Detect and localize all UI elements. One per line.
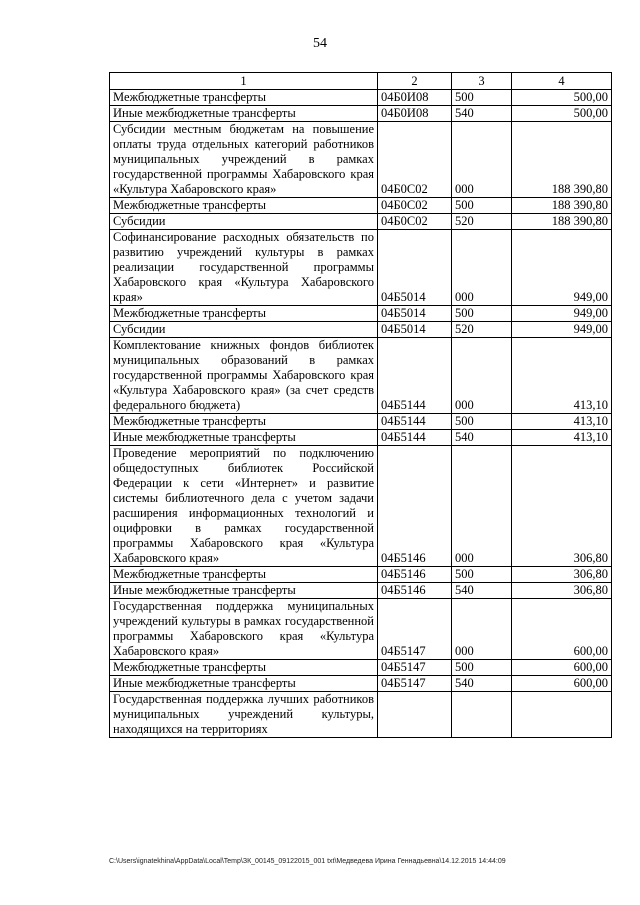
page-number: 54 [313,36,327,51]
row-target-code: 04Б5014 [378,322,452,338]
table-row [110,90,612,106]
table-row [110,106,612,122]
row-target-code: 04Б5144 [378,338,452,414]
table-row [110,660,612,676]
row-amount: 500,00 [512,106,612,122]
row-expense-type: 520 [452,214,512,230]
row-expense-type: 540 [452,676,512,692]
row-expense-type: 500 [452,306,512,322]
row-description: Комплектование книжных фондов библиотек муниципальных образований в рамках государственной программы Хабаровского края «Культура Хабаровского края» (за счет средств федерального бюджета) [110,338,378,414]
row-amount: 600,00 [512,676,612,692]
table-header-row [110,73,612,90]
row-amount: 949,00 [512,322,612,338]
row-amount: 413,10 [512,430,612,446]
row-target-code: 04Б5014 [378,306,452,322]
row-expense-type: 540 [452,583,512,599]
row-amount: 188 390,80 [512,214,612,230]
row-expense-type: 500 [452,567,512,583]
table-row [110,583,612,599]
table-row [110,676,612,692]
row-description: Межбюджетные трансферты [110,198,378,214]
table-row [110,599,612,660]
row-amount: 949,00 [512,306,612,322]
row-description: Межбюджетные трансферты [110,660,378,676]
row-amount: 500,00 [512,90,612,106]
table-row [110,198,612,214]
row-expense-type: 000 [452,599,512,660]
table-row [110,230,612,306]
row-description: Субсидии местным бюджетам на повышение оплаты труда отдельных категорий работников муниципальных учреждений в рамках государственной программы Хабаровского края «Культура Хабаровского края» [110,122,378,198]
row-amount: 600,00 [512,599,612,660]
row-amount: 188 390,80 [512,122,612,198]
row-amount [512,692,612,738]
row-target-code: 04Б0И08 [378,106,452,122]
row-target-code: 04Б0С02 [378,122,452,198]
row-amount: 306,80 [512,446,612,567]
row-description: Межбюджетные трансферты [110,90,378,106]
row-target-code: 04Б0С02 [378,214,452,230]
table-row [110,692,612,738]
table-row [110,430,612,446]
row-expense-type: 540 [452,430,512,446]
row-expense-type: 520 [452,322,512,338]
header-col-2: 2 [378,73,452,90]
row-expense-type: 500 [452,90,512,106]
row-description: Субсидии [110,322,378,338]
row-target-code: 04Б5146 [378,583,452,599]
row-expense-type: 500 [452,414,512,430]
row-target-code: 04Б0С02 [378,198,452,214]
row-description: Иные межбюджетные трансферты [110,430,378,446]
table-row [110,446,612,567]
row-description: Межбюджетные трансферты [110,306,378,322]
row-expense-type: 500 [452,198,512,214]
table-row [110,414,612,430]
row-target-code: 04Б5147 [378,676,452,692]
row-description: Межбюджетные трансферты [110,414,378,430]
row-amount: 306,80 [512,567,612,583]
row-description: Иные межбюджетные трансферты [110,676,378,692]
table-row [110,322,612,338]
row-amount: 600,00 [512,660,612,676]
row-expense-type: 000 [452,446,512,567]
table-row [110,214,612,230]
row-description: Государственная поддержка лучших работников муниципальных учреждений культуры, находящихся на территориях [110,692,378,738]
row-description: Софинансирование расходных обязательств по развитию учреждений культуры в рамках реализации государственной программы Хабаровского края «Культура Хабаровского края» [110,230,378,306]
row-target-code: 04Б5147 [378,660,452,676]
budget-table [109,72,612,738]
row-amount: 413,10 [512,414,612,430]
row-target-code: 04Б5147 [378,599,452,660]
header-col-3: 3 [452,73,512,90]
row-target-code: 04Б0И08 [378,90,452,106]
row-description: Проведение мероприятий по подключению общедоступных библиотек Российской Федерации к сети «Интернет» и развитие системы библиотечного дела с учетом задачи расширения информационных технологий и оцифровки в рамках государственной программы Хабаровского края «Культура Хабаровского края» [110,446,378,567]
table-row [110,306,612,322]
row-target-code: 04Б5144 [378,430,452,446]
row-expense-type: 000 [452,230,512,306]
row-amount: 188 390,80 [512,198,612,214]
row-expense-type: 500 [452,660,512,676]
row-target-code: 04Б5146 [378,567,452,583]
row-expense-type: 540 [452,106,512,122]
row-amount: 413,10 [512,338,612,414]
table-row [110,338,612,414]
header-col-4: 4 [512,73,612,90]
row-description: Иные межбюджетные трансферты [110,583,378,599]
row-description: Иные межбюджетные трансферты [110,106,378,122]
table-row [110,567,612,583]
row-amount: 306,80 [512,583,612,599]
table-row [110,122,612,198]
row-description: Государственная поддержка муниципальных учреждений культуры в рамках государственной программы Хабаровского края «Культура Хабаровского края» [110,599,378,660]
row-target-code: 04Б5014 [378,230,452,306]
row-expense-type: 000 [452,122,512,198]
row-description: Субсидии [110,214,378,230]
row-description: Межбюджетные трансферты [110,567,378,583]
row-target-code: 04Б5144 [378,414,452,430]
row-amount: 949,00 [512,230,612,306]
row-expense-type [452,692,512,738]
file-path-footer: C:\Users\ignatekhina\AppData\Local\Temp\ЗК_00145_09122015_001 txt\Медведева Ирина Геннадьевна\14.12.2015 14:44:09 [109,858,506,865]
row-expense-type: 000 [452,338,512,414]
row-target-code [378,692,452,738]
row-target-code: 04Б5146 [378,446,452,567]
header-col-1: 1 [110,73,378,90]
